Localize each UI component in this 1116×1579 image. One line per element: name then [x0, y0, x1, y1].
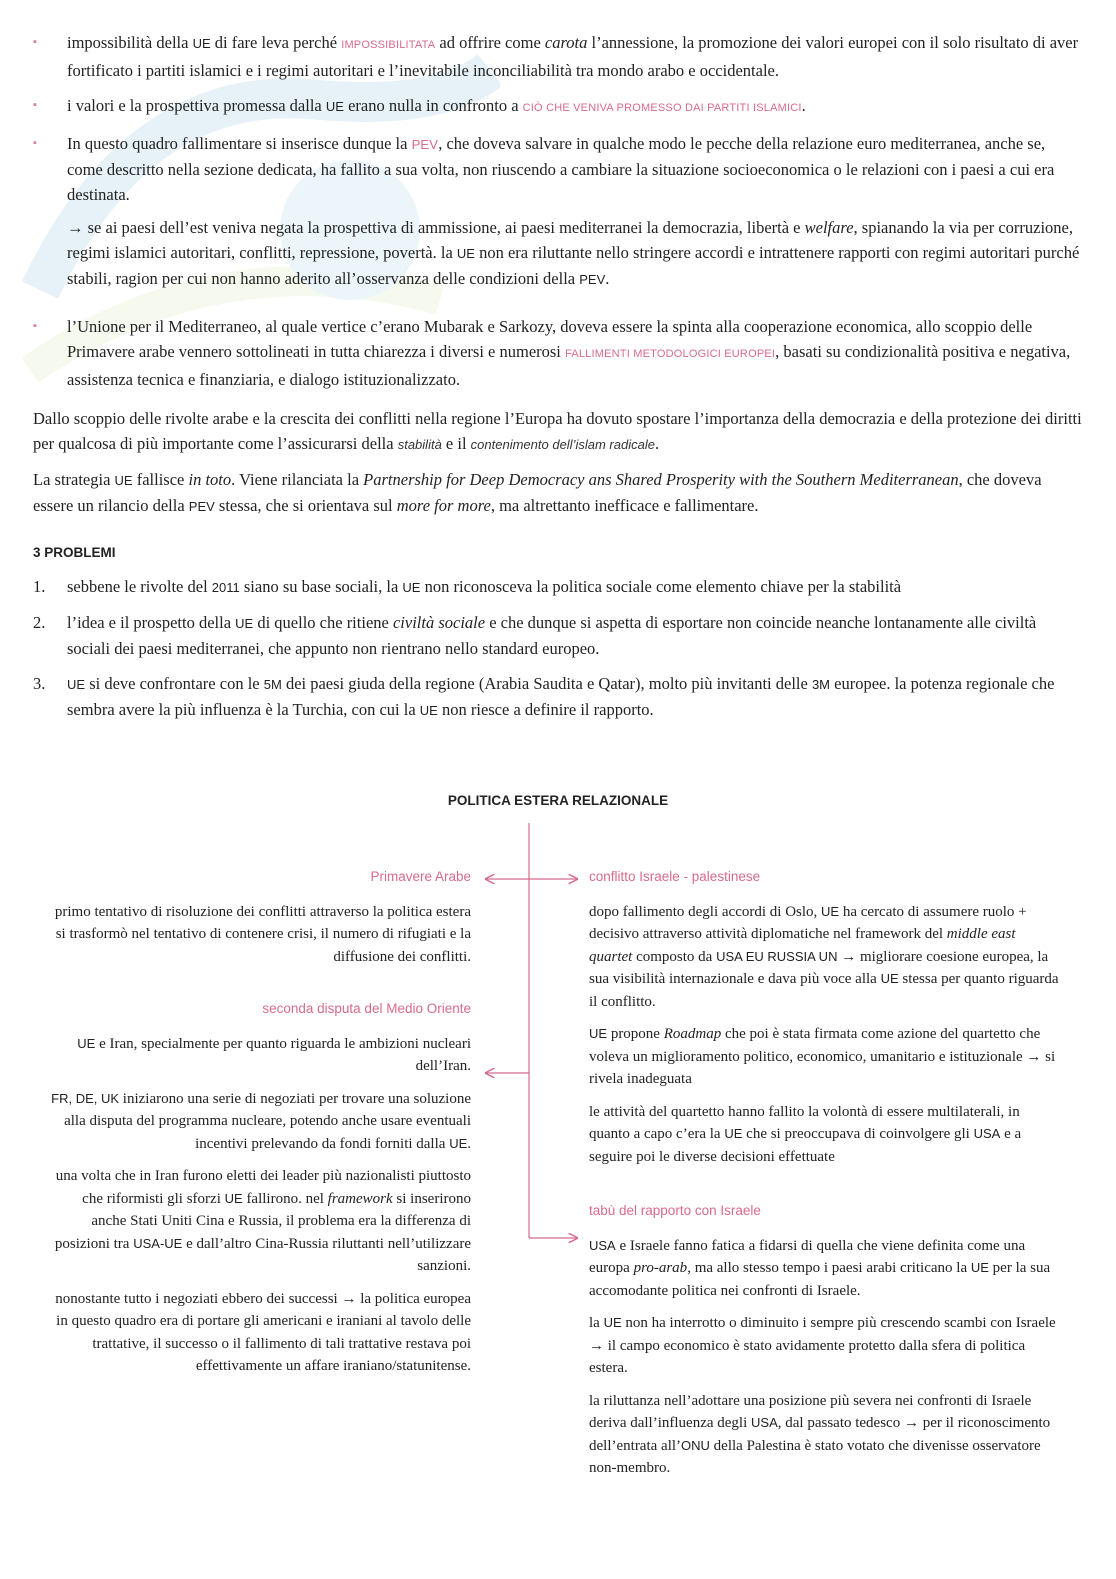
- bullet-marker-icon: ▪: [33, 137, 37, 149]
- text-block: dopo fallimento degli accordi di Oslo, UE ha cercato di assumere ruolo + decisivo attraverso attività diplomatiche nel framework del middle east quartet composto da USA EU RUSSIA UN → migliorare coesione europea, la sua visibilità internazionale e dava più voce alla UE stessa per quanto riguarda il conflitto.: [589, 903, 1059, 1010]
- branch-heading-israele-palestina: conflitto Israele - palestinese: [589, 869, 761, 884]
- bullet-item: ▪ i valori e la prospettiva promessa dalla UE erano nulla in confronto a CIÒ CHE VENIVA PROMESSO DAI PARTITI ISLAMICI.: [33, 93, 1083, 121]
- section-heading: 3 PROBLEMI: [33, 545, 116, 560]
- text-block: USA e Israele fanno fatica a fidarsi di quella che viene definita come una europa pro-arab, ma allo stesso tempo i paesi arabi criticano la UE per la sua accomodante politica nei confronti di Israele.: [589, 1237, 1051, 1299]
- paragraph: La strategia UE fallisce in toto. Viene rilanciata la Partnership for Deep Democracy ans Shared Prosperity with the Southern Mediterranean, che doveva essere un rilancio della PEV stessa, che si orientava sul more for more, ma altrettanto inefficace e fallimentare.: [33, 470, 1042, 515]
- bullet-item: ▪ impossibilità della UE di fare leva perché IMPOSSIBILITATA ad offrire come carota l’annessione, la promozione dei valori europei con il solo risultato di aver fortificato i partiti islamici e i regimi autoritari e l’inevitabile inconciliabilità tra mondo arabo e occidentale.: [33, 30, 1083, 83]
- numbered-item: 1. sebbene le rivolte del 2011 siano su base sociali, la UE non riconosceva la politica sociale come elemento chiave per la stabilità: [33, 577, 902, 596]
- right-column: [589, 866, 1059, 1490]
- text-block: la UE non ha interrotto o diminuito i sempre più crescendo scambi con Israele → il campo economico è stato avidamente protetto dalla sfera di politica estera.: [589, 1315, 1056, 1376]
- text-block: le attività del quartetto hanno fallito la volontà di essere multilaterali, in quanto a capo c’era la UE che si preoccupava di coinvolgere gli USA e a seguire poi le diverse decisioni effettuate: [589, 1103, 1022, 1165]
- diagram-title: POLITICA ESTERA RELAZIONALE: [447, 793, 669, 808]
- text-block: UE e Iran, specialmente per quanto riguarda le ambizioni nucleari dell’Iran.: [77, 1035, 471, 1074]
- branch-heading-primavere-arabe: Primavere Arabe: [370, 869, 471, 884]
- text-block: primo tentativo di risoluzione dei conflitti attraverso la politica estera si trasformò nel tentativo di contenere crisi, il numero di rifugiati e la diffusione dei conflitti.: [54, 903, 471, 965]
- bullet-item: ▪ l’Unione per il Mediterraneo, al quale vertice c’erano Mubarak e Sarkozy, doveva essere la spinta alla cooperazione economica, allo scoppio delle Primavere arabe vennero sottolineati in tutta chiarezza i diversi e numerosi FALLIMENTI METODOLOGICI EUROPEI, basati su condizionalità positiva e negativa, assistenza tecnica e finanziaria, e dialogo istituzionalizzato.: [33, 314, 1083, 392]
- bullet-item: ▪ In questo quadro fallimentare si inserisce dunque la PEV, che doveva salvare in qualche modo le pecche della relazione euro mediterranea, anche se, come descritto nella sezione dedicata, ha fallito a sua volta, non riuscendo a cambiare la situazione socioeconomica o le relazioni con i paesi a cui era destinata.: [33, 131, 1083, 207]
- numbered-item: 3. UE si deve confrontare con le 5M dei paesi giuda della regione (Arabia Saudita e Qatar), molto più invitanti delle 3M europee. la potenza regionale che sembra avere la più influenza è la Turchia, con cui la UE non riesce a definire il rapporto.: [33, 674, 1055, 719]
- branch-heading-medio-oriente: seconda disputa del Medio Oriente: [262, 1001, 471, 1016]
- numbered-item: 2. l’idea e il prospetto della UE di quello che ritiene civiltà sociale e che dunque si aspetta di esportare non coincide neanche lontanamente alle civiltà sociali dei paesi mediterranei, che appunto non rientrano nello standard europeo.: [33, 613, 1037, 658]
- paragraph: Dallo scoppio delle rivolte arabe e la crescita dei conflitti nella regione l’Europa ha dovuto spostare l’importanza della democrazia e della protezione dei diritti per qualcosa di più importante come l’assicurarsi della stabilità e il contenimento dell’islam radicale.: [33, 409, 1082, 453]
- text-block: FR, DE, UK iniziarono una serie di negoziati per trovare una soluzione alla disputa del programma nucleare, potendo anche usare eventuali incentivi prelevando da fondi forniti dalla UE.: [51, 1090, 471, 1152]
- branch-heading-tabu-israele: tabù del rapporto con Israele: [589, 1203, 761, 1218]
- text-block: una volta che in Iran furono eletti dei leader più nazionalisti piuttosto che riformisti gli sforzi UE fallirono. nel framework si inserirono anche Stati Uniti Cina e Russia, il problema era la differenza di posizioni tra USA-UE e dall’altro Cina-Russia riluttanti nell’utilizzare sanzioni.: [54, 1168, 471, 1274]
- text-block: nonostante tutto i negoziati ebbero dei successi → la politica europea in questo quadro era di portare gli americani e iraniani al tavolo delle trattative, il successo o il fallimento di tali trattative restava poi effettivamente un affare iraniano/statunitense.: [55, 1290, 471, 1374]
- text-block: UE propone Roadmap che poi è stata firmata come azione del quartetto che voleva un miglioramento politico, economico, umanitario e istituzionale → si rivela inadeguata: [589, 1026, 1056, 1087]
- sub-paragraph: → se ai paesi dell’est veniva negata la prospettiva di ammissione, ai paesi mediterranei la democrazia, libertà e welfare, spianando la via per corruzione, regimi islamici autoritari, conflitti, repressione, povertà. la UE non era riluttante nello stringere accordi e intrattenere rapporti con regimi autoritari purché stabili, ragion per cui non hanno aderito all’osservanza delle condizioni della PEV.: [67, 218, 1080, 288]
- bullet-marker-icon: ▪: [33, 36, 37, 48]
- text-block: la riluttanza nell’adottare una posizione più severa nei confronti di Israele deriva dall’influenza degli USA, dal passato tedesco → per il riconoscimento dell’entrata all’ONU della Palestina è stato votato che divenisse osservatore non-membro.: [589, 1392, 1051, 1476]
- bullet-marker-icon: ▪: [33, 99, 37, 111]
- bullet-marker-icon: ▪: [33, 320, 37, 332]
- left-column: [45, 866, 471, 1388]
